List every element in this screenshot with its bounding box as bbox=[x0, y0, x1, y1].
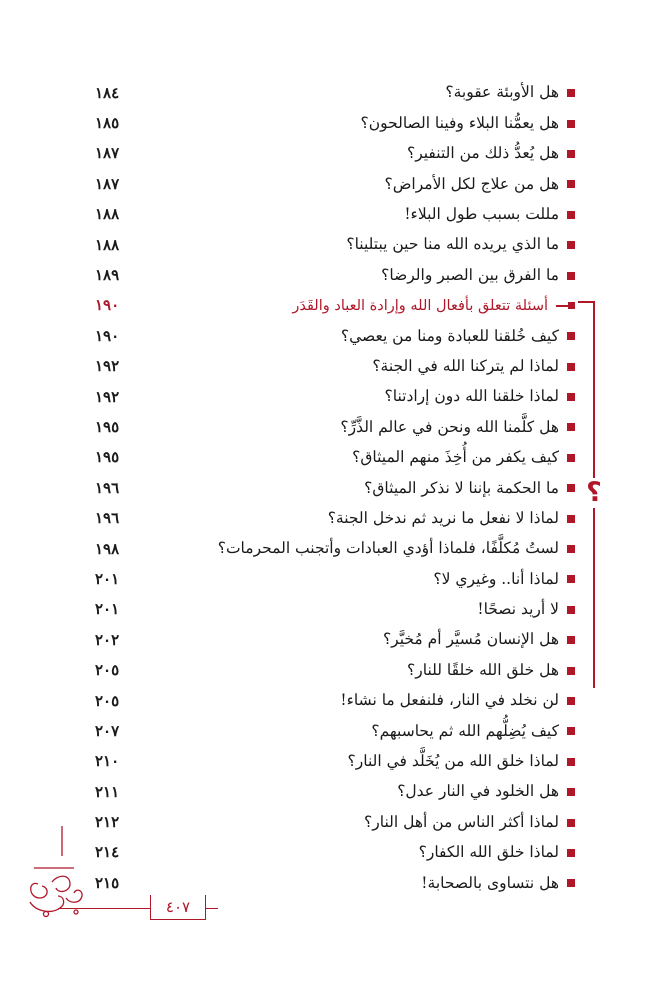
entry-page-number: ١٩٨ bbox=[95, 539, 120, 558]
toc-entry[interactable] bbox=[95, 473, 575, 503]
calligraphy-ornament-icon bbox=[22, 822, 92, 922]
entry-page-number: ٢٠٥ bbox=[95, 661, 120, 680]
entry-title: ما الحكمة بإننا لا نذكر الميثاق؟ bbox=[364, 478, 559, 497]
entry-title: ما الذي يريده الله منا حين يبتلينا؟ bbox=[346, 235, 559, 254]
toc-entry[interactable] bbox=[95, 321, 575, 351]
page-number: ٤٠٧ bbox=[150, 895, 206, 920]
bullet-square-icon bbox=[567, 332, 575, 340]
bullet-square-icon bbox=[567, 697, 575, 705]
entry-title: كيف يكفر من أُخِذَ منهم الميثاق؟ bbox=[352, 448, 559, 467]
entry-page-number: ١٨٥ bbox=[95, 114, 120, 133]
section-entries bbox=[95, 321, 575, 898]
entry-page-number: ١٩٥ bbox=[95, 417, 120, 436]
table-of-contents bbox=[95, 78, 575, 899]
entry-title: لا أريد نصحًا! bbox=[477, 600, 559, 619]
entry-page-number: ١٨٨ bbox=[95, 235, 120, 254]
entry-page-number: ١٩٦ bbox=[95, 509, 120, 528]
entry-page-number: ٢١٥ bbox=[95, 873, 120, 892]
entry-page-number: ١٨٨ bbox=[95, 205, 120, 224]
bullet-square-icon bbox=[567, 150, 575, 158]
entry-title: هل من علاج لكل الأمراض؟ bbox=[384, 174, 559, 193]
entry-title: لماذا لم يتركنا الله في الجنة؟ bbox=[372, 356, 559, 375]
bullet-square-icon bbox=[567, 120, 575, 128]
bullet-square-icon bbox=[567, 606, 575, 614]
toc-entry[interactable] bbox=[95, 230, 575, 260]
entry-title: ما الفرق بين الصبر والرضا؟ bbox=[381, 265, 559, 284]
entry-page-number: ٢٠١ bbox=[95, 600, 120, 619]
bullet-square-icon bbox=[567, 393, 575, 401]
entry-title: هل خلق الله خلقًا للنار؟ bbox=[407, 660, 559, 679]
entry-title: هل يعمُّنا البلاء وفينا الصالحون؟ bbox=[360, 113, 559, 132]
bullet-square-icon bbox=[567, 454, 575, 462]
bullet-square-icon bbox=[567, 788, 575, 796]
entry-title: كيف يُضِلُّهم الله ثم يحاسبهم؟ bbox=[371, 721, 559, 740]
entry-title: لماذا خلقنا الله دون إرادتنا؟ bbox=[384, 387, 559, 406]
bullet-square-icon bbox=[567, 241, 575, 249]
toc-entry[interactable] bbox=[95, 595, 575, 625]
entry-title: لماذا لا نفعل ما نريد ثم ندخل الجنة؟ bbox=[327, 508, 559, 527]
section-marker-icon bbox=[556, 302, 575, 309]
entry-page-number: ١٩٠ bbox=[95, 326, 120, 345]
entry-title: هل الإنسان مُسيَّر أم مُخيَّر؟ bbox=[382, 630, 559, 649]
bullet-square-icon bbox=[567, 667, 575, 675]
toc-entry[interactable] bbox=[95, 534, 575, 564]
entry-title: هل الأوبئة عقوبة؟ bbox=[445, 83, 559, 102]
bullet-square-icon bbox=[567, 819, 575, 827]
entry-page-number: ١٨٩ bbox=[95, 266, 120, 285]
bullet-square-icon bbox=[567, 636, 575, 644]
toc-entry[interactable] bbox=[95, 200, 575, 230]
toc-entry[interactable] bbox=[95, 169, 575, 199]
bullet-square-icon bbox=[567, 211, 575, 219]
toc-entry[interactable] bbox=[95, 625, 575, 655]
bullet-square-icon bbox=[567, 545, 575, 553]
toc-entry[interactable] bbox=[95, 260, 575, 290]
toc-entry[interactable] bbox=[95, 503, 575, 533]
toc-entry[interactable] bbox=[95, 686, 575, 716]
toc-entry[interactable] bbox=[95, 564, 575, 594]
question-mark-icon: ؟ bbox=[582, 478, 606, 508]
entry-title: هل كلَّمنا الله ونحن في عالم الذَّرِّ؟ bbox=[340, 417, 559, 436]
entry-title: كيف خُلقنا للعبادة ومنا من يعصي؟ bbox=[340, 326, 559, 345]
entry-title: لماذا أنا.. وغيري لا؟ bbox=[433, 569, 559, 588]
entry-page-number: ٢١٢ bbox=[95, 813, 120, 832]
bullet-square-icon bbox=[567, 272, 575, 280]
entry-page-number: ١٩٢ bbox=[95, 387, 120, 406]
toc-entry[interactable] bbox=[95, 352, 575, 382]
toc-entry[interactable] bbox=[95, 777, 575, 807]
section-page-number: ١٩٠ bbox=[95, 296, 120, 315]
bullet-square-icon bbox=[567, 484, 575, 492]
toc-entry[interactable] bbox=[95, 382, 575, 412]
entry-title: لماذا أكثر الناس من أهل النار؟ bbox=[364, 812, 559, 831]
section-heading[interactable] bbox=[95, 291, 575, 321]
entry-title: لماذا خلق الله الكفار؟ bbox=[418, 843, 559, 862]
toc-entry[interactable] bbox=[95, 139, 575, 169]
toc-entry[interactable] bbox=[95, 747, 575, 777]
section-title: أسئلة تتعلق بأفعال الله وإرادة العباد والقَدَر bbox=[292, 297, 548, 314]
bullet-square-icon bbox=[567, 849, 575, 857]
bullet-square-icon bbox=[567, 363, 575, 371]
entry-title: لن نخلد في النار، فلنفعل ما نشاء! bbox=[340, 691, 559, 710]
entry-page-number: ٢١٤ bbox=[95, 843, 120, 862]
bullet-square-icon bbox=[567, 515, 575, 523]
entry-title: هل الخلود في النار عدل؟ bbox=[397, 782, 559, 801]
toc-entry[interactable] bbox=[95, 108, 575, 138]
toc-entry[interactable] bbox=[95, 78, 575, 108]
entry-page-number: ٢٠١ bbox=[95, 569, 120, 588]
entry-page-number: ٢٠٢ bbox=[95, 630, 120, 649]
entry-page-number: ٢٠٥ bbox=[95, 691, 120, 710]
bullet-square-icon bbox=[567, 89, 575, 97]
toc-entry[interactable] bbox=[95, 838, 575, 868]
entry-page-number: ١٩٢ bbox=[95, 357, 120, 376]
entry-page-number: ٢٠٧ bbox=[95, 721, 120, 740]
entry-title: لماذا خلق الله من يُخَلَّد في النار؟ bbox=[347, 752, 559, 771]
entry-page-number: ١٩٥ bbox=[95, 448, 120, 467]
toc-entry[interactable] bbox=[95, 868, 575, 898]
toc-entry[interactable] bbox=[95, 807, 575, 837]
entry-page-number: ١٩٦ bbox=[95, 478, 120, 497]
toc-entry[interactable] bbox=[95, 655, 575, 685]
bullet-square-icon bbox=[567, 879, 575, 887]
toc-entry[interactable] bbox=[95, 443, 575, 473]
entry-title: هل يُعدُّ ذلك من التنفير؟ bbox=[406, 144, 559, 163]
entry-page-number: ١٨٧ bbox=[95, 144, 120, 163]
bullet-square-icon bbox=[567, 423, 575, 431]
entry-page-number: ١٨٧ bbox=[95, 174, 120, 193]
entry-title: لستُ مُكلَّفًا، فلماذا أؤدي العبادات وأتجنب المحرمات؟ bbox=[217, 539, 559, 558]
entry-title: هل نتساوى بالصحابة! bbox=[421, 873, 559, 892]
bullet-square-icon bbox=[567, 758, 575, 766]
entry-title: مللت بسبب طول البلاء! bbox=[404, 205, 559, 223]
bullet-square-icon bbox=[567, 180, 575, 188]
entry-page-number: ٢١١ bbox=[95, 782, 120, 801]
toc-entry[interactable] bbox=[95, 412, 575, 442]
toc-entry[interactable] bbox=[95, 716, 575, 746]
entry-page-number: ٢١٠ bbox=[95, 752, 120, 771]
bullet-square-icon bbox=[567, 727, 575, 735]
entry-page-number: ١٨٤ bbox=[95, 83, 120, 102]
toc-entries bbox=[95, 78, 575, 291]
bullet-square-icon bbox=[567, 575, 575, 583]
